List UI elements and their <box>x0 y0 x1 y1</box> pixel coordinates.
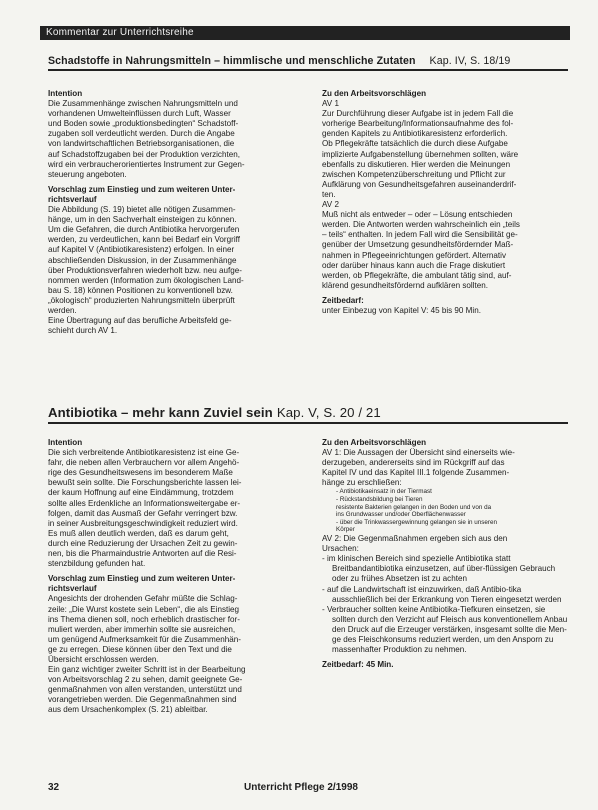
text-line: nahmen in Pflegeeinrichtungen gefördert. Alternativ <box>322 250 507 260</box>
text-line: fahr, die neben allen Verbrauchern vor allem Angehö- <box>48 458 240 468</box>
text-line: folgen, damit das Ausmaß der Gefahr verringert bzw. <box>48 508 238 518</box>
series-header-text: Kommentar zur Unterrichtsreihe <box>46 27 194 38</box>
text-line: und Boden sowie „produktionsbedingten“ Schadstoff- <box>48 119 239 129</box>
section1-left-column <box>48 89 294 336</box>
text-line: nommen werden (Information zum ökologischen Land- <box>48 275 244 285</box>
text-line: zwischen Kompetenzüberschreitung und Pflicht zur <box>322 169 506 179</box>
publication-name: Unterricht Pflege 2/1998 <box>244 782 358 793</box>
text-line: schieht durch AV 1. <box>48 326 118 336</box>
text-line: vorangetrieben werden. Die Gegenmaßnahmen sind <box>48 695 237 705</box>
subheading: Zeitbedarf: 45 Min. <box>322 660 394 670</box>
text-line: Ein ganz wichtiger zweiter Schritt ist in der Bearbeitung <box>48 665 246 675</box>
small-list-line: Körper <box>336 526 355 534</box>
series-header-bar <box>40 26 570 40</box>
text-line: bau S. 18) können Positionen zu konventionell bzw. <box>48 285 233 295</box>
section2-right-column <box>322 438 568 670</box>
subheading: Vorschlag zum Einstieg und zum weiteren Unter- <box>48 184 236 194</box>
text-line: wird ein verbraucherorientiertes Instrument zur Gegen- <box>48 159 245 169</box>
text-line: vorherige Bearbeitung/Informationsaufnahme des fol- <box>322 119 514 129</box>
text-line: AV 1: Die Aussagen der Übersicht sind einerseits wie- <box>322 448 515 458</box>
text-line: Aufklärung von Gesundheitsgefahren auseinanderdrif- <box>322 179 517 189</box>
text-line: von landwirtschaftlichen Betriebsorganisationen, die <box>48 139 235 149</box>
text-line: genden Kapitels zu Antibiotikaresistenz erforderlich. <box>322 129 508 139</box>
text-line: – teils“ enthalten. In jedem Fall wird die Sensibilität ge- <box>322 230 518 240</box>
section1-heading <box>48 55 568 67</box>
text-line: muliert werden, aber immerhin sollte sie ausreichen, <box>48 624 236 634</box>
section1-chapter-ref: Kap. IV, S. 18/19 <box>429 55 511 67</box>
text-line: Kapitel IV und das Kapitel III.1 folgende Zusammen- <box>322 468 510 478</box>
text-line: AV 2 <box>322 200 339 210</box>
text-line: stenzbildung gefunden hat. <box>48 559 146 569</box>
text-line: Die Zusammenhänge zwischen Nahrungsmitteln und <box>48 99 238 109</box>
section2-left-column <box>48 438 294 716</box>
text-line: vorhandenen Umwelteinflüssen durch Luft, Wasser <box>48 109 231 119</box>
text-line: Es muß allen deutlich werden, daß es darum geht, <box>48 528 229 538</box>
bullet-item: - im klinischen Bereich sind spezielle Antibiotika statt Breitbandantibiotika einzusetzen, auf über-flüssigen Gebrauch oder zu frühes Absetzen ist zu achten <box>322 554 556 584</box>
text-line: Muß nicht als entweder – oder – Lösung entschieden <box>322 210 513 220</box>
text-line: genüber der Umsetzung gesundheitsfördernder Maß- <box>322 240 514 250</box>
text-line: steuerung angeboten. <box>48 169 127 179</box>
section2-rule <box>48 422 568 424</box>
text-line: über Produktionsverfahren wiederholt bzw. neu aufge- <box>48 265 242 275</box>
text-line: derzugeben, andererseits sind im Rückgriff auf das <box>322 458 505 468</box>
section2-heading <box>48 405 568 420</box>
section1-right-column <box>322 89 568 316</box>
text-line: ebenfalls zu diskutieren. Hier werden die Meinungen <box>322 159 511 169</box>
text-line: AV 1 <box>322 99 339 109</box>
bullet-item: - auf die Landwirtschaft ist einzuwirken, daß Antibio-tika ausschließlich bei der Erkrankung von Tieren eingesetzt werden <box>322 584 562 604</box>
text-line: zugaben soll verdeutlicht werden. Durch die Angabe <box>48 129 235 139</box>
text-line: Ursachen: <box>322 544 359 554</box>
text-line: ins Thema dienen soll, noch erheblich drastischer for- <box>48 614 240 624</box>
text-line: bewußt sein sollte. Die Forschungsberichte lassen lei- <box>48 478 242 488</box>
text-line: der kaum Hoffnung auf eine Eindämmung, trotzdem <box>48 488 234 498</box>
text-line: in seiner Ausbreitungsgeschwindigkeit reduziert wird. <box>48 518 238 528</box>
text-line: klärend gesundheitsfördernd aufklären sollten. <box>322 280 489 290</box>
subheading: Zu den Arbeitsvorschlägen <box>322 438 427 447</box>
text-line: Eine Übertragung auf das berufliche Arbeitsfeld ge- <box>48 316 232 326</box>
page-number: 32 <box>48 782 60 793</box>
small-list-line: - Antibiotikaeinsatz in der Tiermast <box>336 488 432 496</box>
small-list-line: resistente Bakterien gelangen in den Boden und von da <box>336 503 492 511</box>
text-line: aus dem Ursachenkomplex (S. 21) ableitbar. <box>48 705 208 715</box>
subheading: Intention <box>48 89 83 98</box>
text-line: Angesichts der drohenden Gefahr müßte die Schlag- <box>48 594 238 604</box>
text-line: sollte alles Erdenkliche an Informationsweitergabe er- <box>48 498 241 508</box>
text-line: abschließenden Diskussion, in der Zusammenhänge <box>48 255 237 265</box>
text-line: AV 2: Die Gegenmaßnahmen ergeben sich aus den <box>322 534 508 544</box>
subheading: Zu den Arbeitsvorschlägen <box>322 89 427 98</box>
subheading: richtsverlauf <box>48 194 97 204</box>
section1-title: Schadstoffe in Nahrungsmitteln – himmlische und menschliche Zutaten <box>48 55 416 67</box>
text-line: Die sich verbreitende Antibiotikaresistenz ist eine Ge- <box>48 448 240 458</box>
text-line: werden. Die Antworten werden wahrscheinlich ein „teils <box>322 220 520 230</box>
text-line: implizierte Aufgabenstellung übernehmen sollten, wäre <box>322 149 519 159</box>
text-line: werden, ob Pflegekräfte, die ambulant tätig sind, auf- <box>322 270 512 280</box>
subheading: Intention <box>48 438 83 447</box>
text-line: werden, zu verdeutlichen, kann bei Bedarf ein Vorgriff <box>48 235 240 245</box>
text-line: von Arbeitsvorschlag 2 zu sehen, damit geeignete Ge- <box>48 675 243 685</box>
text-line: hänge zu erschließen: <box>322 478 402 488</box>
small-list-line: - über die Trinkwassergewinnung gelangen sie in unseren <box>336 518 498 526</box>
text-line: zeile: „Die Wurst kostete sein Leben“, die als Einstieg <box>48 604 240 614</box>
section1-rule <box>48 69 568 71</box>
text-line: ten. <box>322 189 336 199</box>
small-list-line: ins Grundwasser und/oder Oberflächenwasser <box>336 511 466 519</box>
text-line: „ökologisch“ produzierten Nahrungsmitteln überprüft <box>48 295 235 305</box>
text-line: Übersicht erschlossen werden. <box>48 654 159 664</box>
text-line: Ob Pflegekräfte tatsächlich die durch diese Aufgabe <box>322 139 508 149</box>
subheading: Zeitbedarf: <box>322 295 364 305</box>
text-line: Um die Gefahren, die durch Antibiotika hervorgerufen <box>48 225 240 235</box>
text-line: unter Einbezug von Kapitel V: 45 bis 90 Min. <box>322 305 481 315</box>
text-line: rige des Gesundheitswesens im besonderem Maße <box>48 468 233 478</box>
text-line: durch eine Reduzierung der Ursachen Zeit zu gewin- <box>48 538 238 548</box>
text-line: hänge, um in den Sachverhalt einsteigen zu können. <box>48 215 237 225</box>
bullet-item: - Verbraucher sollten keine Antibiotika-Tiefkuren einsetzen, sie sollten durch den Verzicht auf Fleisch aus konventionellem Anbau den Druck auf die Erzeuger verstärken, insgesamt sollte die Men-ge des Fleischkonsums reduziert werden, um den Ansporn zu massenhafter Produktion zu nehmen. <box>322 604 568 655</box>
text-line: auf Schadstoffzugaben bei der Produktion verzichten, <box>48 149 240 159</box>
text-line: Die Abbildung (S. 19) bietet alle nötigen Zusammen- <box>48 205 236 215</box>
text-line: ge zu erregen. Diese können über den Text und die <box>48 644 232 654</box>
text-line: Zur Durchführung dieser Aufgabe ist in jedem Fall die <box>322 109 514 119</box>
text-line: werden. <box>48 305 77 315</box>
subheading: richtsverlauf <box>48 584 97 594</box>
text-line: genmaßnahmen von allen verstanden, unterstützt und <box>48 685 242 695</box>
small-list-line: - Rückstandsbildung bei Tieren <box>336 496 423 504</box>
section2-title: Antibiotika – mehr kann Zuviel sein <box>48 405 273 420</box>
text-line: oder darüber hinaus kann auch die Frage diskutiert <box>322 260 506 270</box>
subheading: Vorschlag zum Einstieg und zum weiteren Unter- <box>48 574 236 584</box>
text-line: auf Kapitel V (Antibiotikaresistenz) erfolgen. In einer <box>48 245 235 255</box>
text-line: nen, bis die Pharmaindustrie Antworten auf die Resi- <box>48 549 237 559</box>
text-line: um genügend Aufmerksamkeit für die Zusammenhän- <box>48 634 241 644</box>
section2-chapter-ref: Kap. V, S. 20 / 21 <box>276 405 381 420</box>
